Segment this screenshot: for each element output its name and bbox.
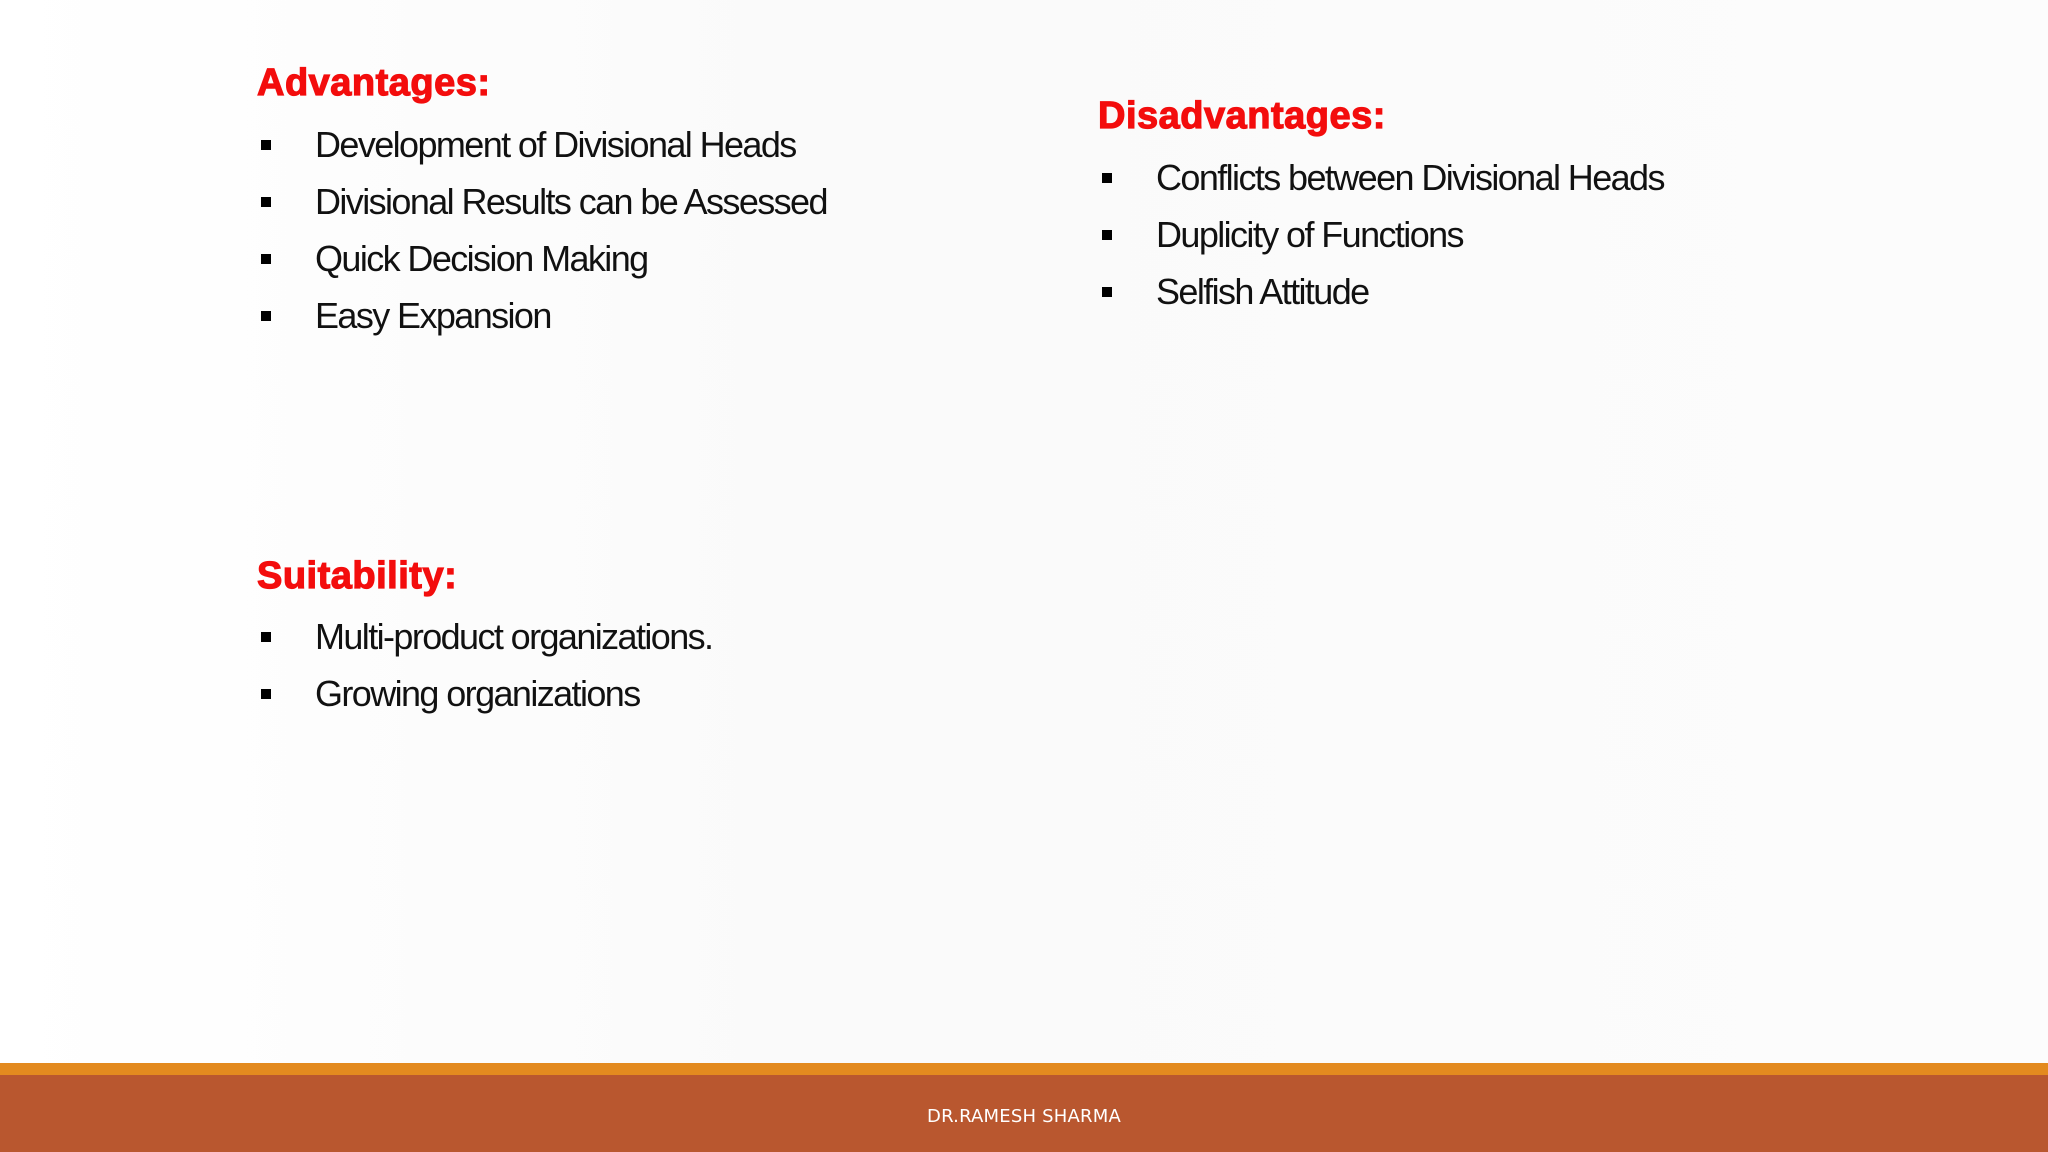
suitability-section	[257, 553, 712, 722]
list-item	[257, 287, 827, 344]
square-bullet-icon	[261, 311, 271, 321]
advantages-section	[257, 60, 827, 344]
list-item	[257, 665, 712, 722]
list-item	[1098, 149, 1664, 206]
list-item	[1098, 263, 1664, 320]
list-item	[257, 608, 712, 665]
suitability-list	[257, 608, 712, 722]
footer-author: DR.RAMESH SHARMA	[927, 1106, 1121, 1127]
footer-accent-stripe	[0, 1063, 2048, 1075]
list-item-text: Multi-product organizations.	[315, 616, 713, 657]
square-bullet-icon	[261, 140, 271, 150]
list-item	[257, 116, 827, 173]
square-bullet-icon	[261, 197, 271, 207]
list-item-text: Conflicts between Divisional Heads	[1156, 157, 1664, 198]
list-item-text: Selfish Attitude	[1156, 271, 1369, 312]
list-item-text: Duplicity of Functions	[1156, 214, 1463, 255]
suitability-heading: Suitability:	[257, 555, 458, 597]
list-item-text: Divisional Results can be Assessed	[315, 181, 827, 222]
list-item	[257, 230, 827, 287]
square-bullet-icon	[261, 632, 271, 642]
list-item-text: Easy Expansion	[315, 295, 551, 336]
square-bullet-icon	[261, 254, 271, 264]
list-item-text: Development of Divisional Heads	[315, 124, 796, 165]
square-bullet-icon	[261, 689, 271, 699]
list-item	[257, 173, 827, 230]
list-item-text: Growing organizations	[315, 673, 640, 714]
disadvantages-heading: Disadvantages:	[1098, 95, 1386, 137]
square-bullet-icon	[1102, 173, 1112, 183]
list-item-text: Quick Decision Making	[315, 238, 648, 279]
square-bullet-icon	[1102, 230, 1112, 240]
advantages-heading: Advantages:	[257, 62, 491, 104]
advantages-list	[257, 116, 827, 344]
disadvantages-list	[1098, 149, 1664, 320]
disadvantages-section	[1098, 93, 1664, 320]
list-item	[1098, 206, 1664, 263]
square-bullet-icon	[1102, 287, 1112, 297]
